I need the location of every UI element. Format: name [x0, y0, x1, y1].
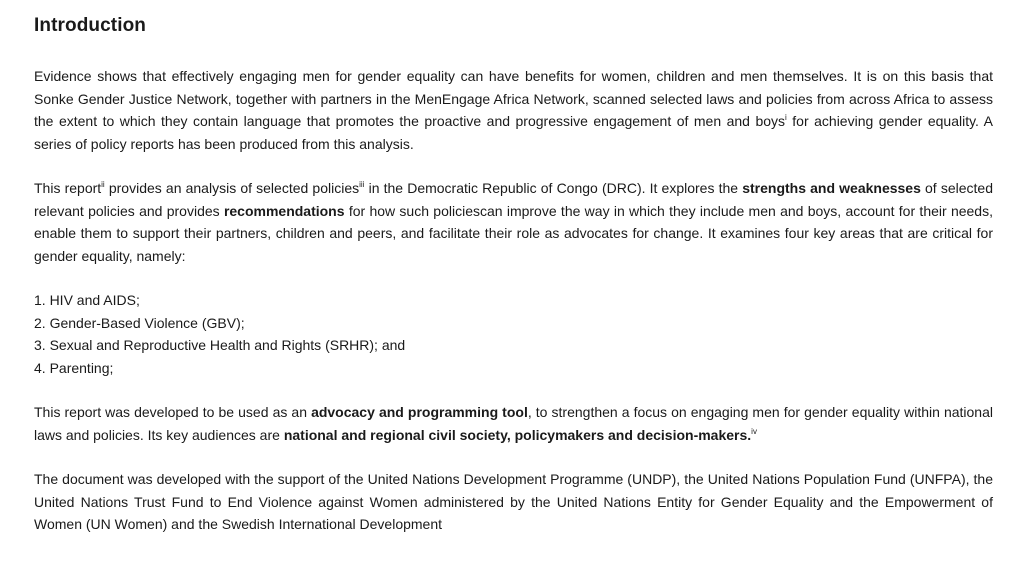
paragraph-text: This report was developed to be used as an	[34, 404, 312, 420]
paragraph-text: , to strengthen a focus on engaging men for gender equality within national laws and policies. Its key audiences are	[34, 404, 993, 443]
paragraph-support: The document was developed with the support of the United Nations Development Programme (UNDP), the United Nations Population Fund (UNFPA), the United Nations Trust Fund to End Violence against Women administered by the United Nations Entity for Gender Equality and the Empowerment of Women (UN Women) and the Swedish International Development	[34, 471, 993, 532]
list-item: 1. HIV and AIDS;	[34, 292, 140, 308]
paragraph-text: for how such policiescan improve the way in which they include men and boys, account for their needs, enable them to support their partners, children and peers, and facilitate their role as advocates for change. It examines four key areas that are critical for gender equality, namely:	[34, 202, 993, 264]
paragraph-text: of selected relevant policies and provides	[34, 180, 993, 219]
page-title: Introduction	[34, 15, 147, 36]
footnote-ref: iii	[359, 180, 365, 189]
footnote-ref: ii	[101, 180, 105, 189]
paragraph-evidence	[34, 65, 993, 155]
paragraph-text: provides an analysis of selected policies	[104, 180, 360, 196]
paragraph-audience	[34, 401, 993, 446]
paragraph-text: This report	[34, 180, 102, 196]
document-body	[34, 65, 993, 536]
paragraph-text: for achieving gender equality. A series of policy reports has been produced from this analysis.	[34, 113, 994, 152]
paragraph-report-scope	[34, 177, 993, 267]
bold-text: recommendations	[223, 202, 345, 219]
bold-text: advocacy and programming tool	[311, 404, 528, 420]
footnote-ref: iv	[751, 426, 757, 436]
key-areas-list	[34, 289, 993, 379]
footnote-ref: i	[785, 113, 787, 122]
bold-text: strengths and weaknesses	[742, 180, 921, 196]
list-item: 3. Sexual and Reproductive Health and Rights (SRHR); and	[34, 337, 406, 353]
list-item: 2. Gender-Based Violence (GBV);	[34, 314, 245, 331]
list-item: 4. Parenting;	[34, 359, 114, 376]
paragraph-text: Evidence shows that effectively engaging men for gender equality can have benefits for women, children and men themselves. It is on this basis that Sonke Gender Justice Network, together with partners in the MenEngage Africa Network, scanned selected laws and policies from across Africa to assess the extent to which they contain language that promotes the proactive and progressive engagement of men and boys	[34, 68, 993, 129]
paragraph-text: in the Democratic Republic of Congo (DRC). It explores the	[364, 180, 743, 196]
bold-text: national and regional civil society, policymakers and decision-makers.	[283, 426, 752, 443]
